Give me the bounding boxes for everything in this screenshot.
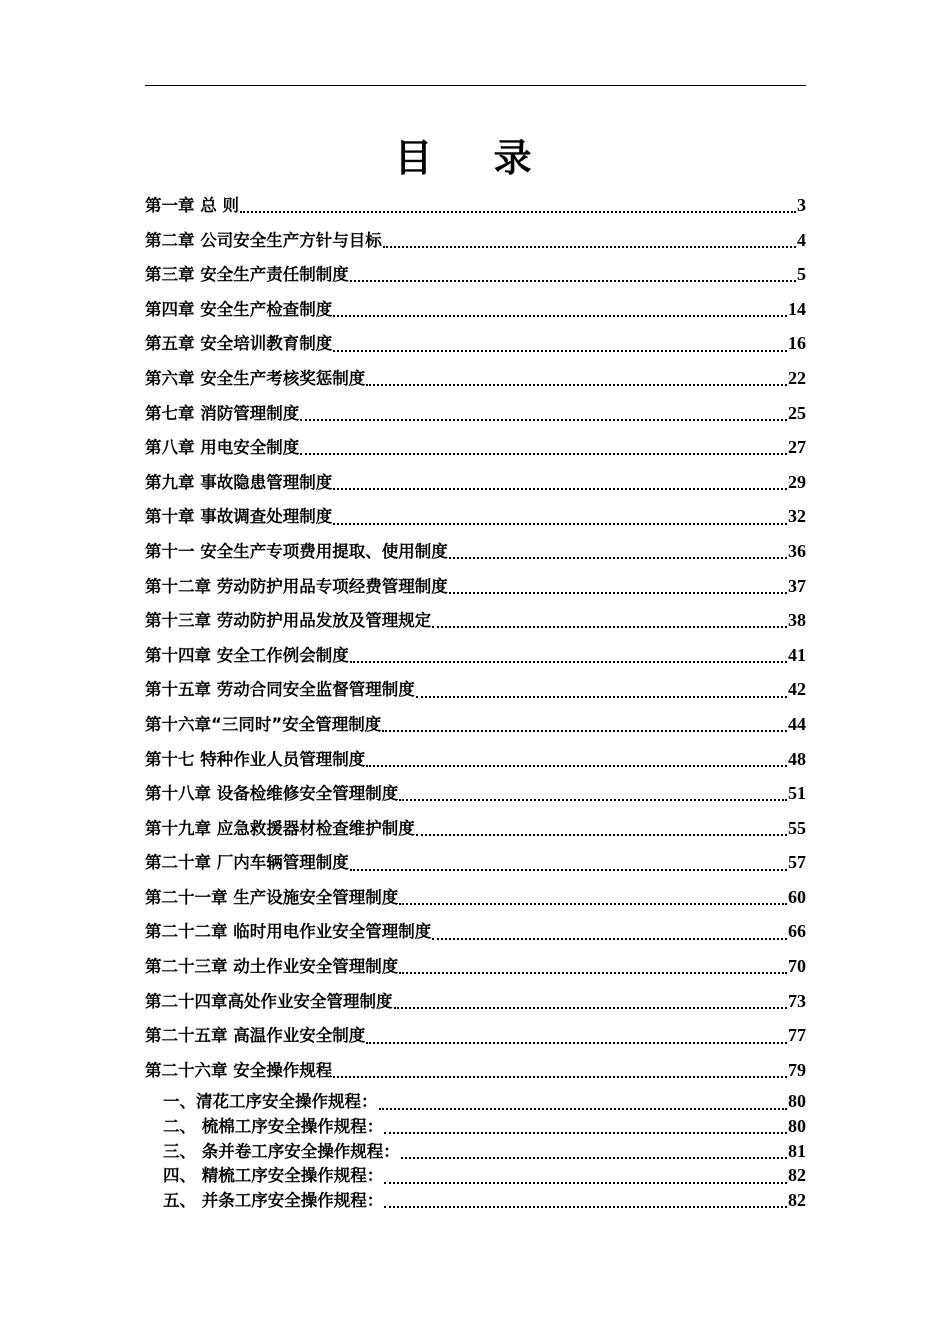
- toc-chapter-row[interactable]: [145, 984, 806, 1019]
- toc-entry-title: 第十七 特种作业人员管理制度: [145, 749, 366, 769]
- toc-entry-title: 第十八章 设备检维修安全管理制度: [145, 784, 399, 804]
- toc-entry-title: 第二十六章 安全操作规程: [145, 1060, 333, 1080]
- toc-page-number: 44: [788, 713, 806, 734]
- dot-leader: [383, 246, 796, 248]
- toc-page-number: 55: [788, 817, 806, 838]
- toc-entry-title: 第七章 消防管理制度: [145, 403, 300, 423]
- toc-page-number: 79: [788, 1059, 806, 1080]
- toc-page-number: 14: [788, 298, 806, 319]
- dot-leader: [384, 1132, 787, 1134]
- toc-chapter-row[interactable]: [145, 949, 806, 984]
- toc-entry-title: 第一章 总 则: [145, 196, 239, 215]
- toc-page-number: 38: [788, 610, 806, 631]
- dot-leader: [416, 834, 787, 836]
- toc-entry-title: 第十三章 劳动防护用品发放及管理规定: [145, 611, 432, 631]
- dot-leader: [240, 211, 796, 213]
- toc-chapter-row[interactable]: [145, 845, 806, 880]
- toc-page-number: 3: [797, 195, 806, 215]
- toc-chapter-row[interactable]: [145, 499, 806, 534]
- dot-leader: [416, 696, 787, 698]
- toc-page-number: 41: [788, 644, 806, 665]
- toc-chapter-row[interactable]: [145, 914, 806, 949]
- toc-entry-title: 第二十章 厂内车辆管理制度: [145, 853, 349, 873]
- toc-chapter-row[interactable]: [145, 1053, 806, 1088]
- toc-entry-title: 第二十三章 动土作业安全管理制度: [145, 957, 399, 977]
- toc-entry-title: 第十九章 应急救援器材检查维护制度: [145, 818, 415, 838]
- toc-chapter-row[interactable]: [145, 534, 806, 569]
- toc-chapter-row[interactable]: [145, 638, 806, 673]
- toc-page-number: 66: [788, 921, 806, 942]
- dot-leader: [350, 280, 796, 282]
- toc-chapter-row[interactable]: [145, 603, 806, 638]
- dot-leader: [300, 419, 787, 421]
- toc-chapter-row[interactable]: [145, 569, 806, 604]
- toc-page-number: 60: [788, 886, 806, 907]
- dot-leader: [350, 661, 787, 663]
- dot-leader: [384, 1206, 787, 1208]
- toc-page-number: 80: [788, 1091, 806, 1112]
- toc-entry-title: 第二十五章 高温作业安全制度: [145, 1026, 366, 1046]
- toc-page-number: 37: [788, 575, 806, 596]
- section-list: [145, 1089, 806, 1212]
- toc-page-number: 73: [788, 990, 806, 1011]
- chapter-list: [145, 188, 806, 1087]
- toc-entry-title: 一、清花工序安全操作规程：: [163, 1092, 378, 1112]
- toc-entry-title: 第十四章 安全工作例会制度: [145, 645, 349, 665]
- dot-leader: [449, 557, 787, 559]
- dot-leader: [432, 938, 787, 940]
- toc-entry-title: 第十一 安全生产专项费用提取、使用制度: [145, 541, 448, 561]
- toc-section-row[interactable]: [145, 1188, 806, 1213]
- toc-entry-title: 第五章 安全培训教育制度: [145, 334, 333, 354]
- toc-chapter-row[interactable]: [145, 430, 806, 465]
- toc-page-number: 48: [788, 748, 806, 769]
- dot-leader: [401, 1157, 787, 1159]
- toc-chapter-row[interactable]: [145, 465, 806, 500]
- toc-entry-title: 第十六章“三同时”安全管理制度: [145, 714, 382, 734]
- toc-entry-title: 三、 条并卷工序安全操作规程：: [163, 1141, 400, 1161]
- toc-section-row[interactable]: [145, 1089, 806, 1114]
- toc-page-number: 16: [788, 333, 806, 354]
- page-title: 目 录: [394, 136, 556, 180]
- toc-page-number: 22: [788, 367, 806, 388]
- dot-leader: [333, 523, 787, 525]
- dot-leader: [350, 869, 787, 871]
- toc-chapter-row[interactable]: [145, 188, 806, 223]
- dot-leader: [366, 765, 787, 767]
- dot-leader: [394, 1007, 788, 1009]
- toc-chapter-row[interactable]: [145, 811, 806, 846]
- toc-entry-title: 第四章 安全生产检查制度: [145, 299, 333, 319]
- toc-page-number: 80: [788, 1116, 806, 1137]
- toc-section-row[interactable]: [145, 1114, 806, 1139]
- toc-page-number: 70: [788, 956, 806, 977]
- toc-chapter-row[interactable]: [145, 672, 806, 707]
- toc-page-number: 5: [797, 264, 806, 285]
- toc-chapter-row[interactable]: [145, 742, 806, 777]
- toc-entry-title: 二、 梳棉工序安全操作规程：: [163, 1117, 384, 1137]
- toc-entry-title: 第十二章 劳动防护用品专项经费管理制度: [145, 576, 448, 596]
- toc-entry-title: 第三章 安全生产责任制制度: [145, 265, 349, 285]
- toc-section-row[interactable]: [145, 1139, 806, 1164]
- toc-page-number: 32: [788, 506, 806, 527]
- dot-leader: [333, 315, 787, 317]
- toc-entry-title: 第十五章 劳动合同安全监督管理制度: [145, 680, 415, 700]
- toc-entry-title: 第八章 用电安全制度: [145, 438, 300, 458]
- toc-entry-title: 第二十二章 临时用电作业安全管理制度: [145, 922, 432, 942]
- toc-page-number: 29: [788, 471, 806, 492]
- toc-page-number: 51: [788, 783, 806, 804]
- toc-chapter-row[interactable]: [145, 292, 806, 327]
- toc-page-number: 82: [788, 1165, 806, 1186]
- dot-leader: [300, 453, 787, 455]
- toc-chapter-row[interactable]: [145, 223, 806, 258]
- dot-leader: [379, 1108, 788, 1110]
- toc-chapter-row[interactable]: [145, 326, 806, 361]
- toc-chapter-row[interactable]: [145, 707, 806, 742]
- dot-leader: [384, 1182, 787, 1184]
- toc-chapter-row[interactable]: [145, 396, 806, 431]
- toc-chapter-row[interactable]: [145, 776, 806, 811]
- toc-chapter-row[interactable]: [145, 257, 806, 292]
- toc-chapter-row[interactable]: [145, 361, 806, 396]
- toc-page-number: 82: [788, 1189, 806, 1210]
- toc-chapter-row[interactable]: [145, 1018, 806, 1053]
- dot-leader: [382, 730, 787, 732]
- dot-leader: [333, 1076, 787, 1078]
- toc-page-number: 4: [797, 229, 806, 250]
- toc-page-number: 25: [788, 402, 806, 423]
- toc-entry-title: 四、 精梳工序安全操作规程：: [163, 1166, 384, 1186]
- dot-leader: [333, 488, 787, 490]
- table-of-contents: [145, 188, 806, 1212]
- dot-leader: [449, 592, 787, 594]
- toc-page-number: 57: [788, 852, 806, 873]
- toc-page-number: 81: [788, 1140, 806, 1161]
- toc-page-number: 36: [788, 540, 806, 561]
- dot-leader: [333, 350, 787, 352]
- toc-page-number: 27: [788, 437, 806, 458]
- dot-leader: [432, 626, 787, 628]
- toc-chapter-row[interactable]: [145, 880, 806, 915]
- toc-section-row[interactable]: [145, 1163, 806, 1188]
- toc-entry-title: 五、 并条工序安全操作规程：: [163, 1190, 384, 1210]
- dot-leader: [366, 384, 787, 386]
- toc-entry-title: 第十章 事故调查处理制度: [145, 507, 333, 527]
- toc-page-number: 77: [788, 1025, 806, 1046]
- toc-entry-title: 第二十一章 生产设施安全管理制度: [145, 887, 399, 907]
- dot-leader: [366, 1042, 787, 1044]
- dot-leader: [399, 903, 787, 905]
- toc-entry-title: 第二十四章高处作业安全管理制度: [145, 991, 393, 1011]
- dot-leader: [399, 799, 787, 801]
- toc-entry-title: 第九章 事故隐患管理制度: [145, 472, 333, 492]
- toc-page-number: 42: [788, 679, 806, 700]
- toc-entry-title: 第二章 公司安全生产方针与目标: [145, 230, 382, 250]
- dot-leader: [399, 972, 787, 974]
- toc-entry-title: 第六章 安全生产考核奖惩制度: [145, 368, 366, 388]
- header-rule: [145, 85, 806, 86]
